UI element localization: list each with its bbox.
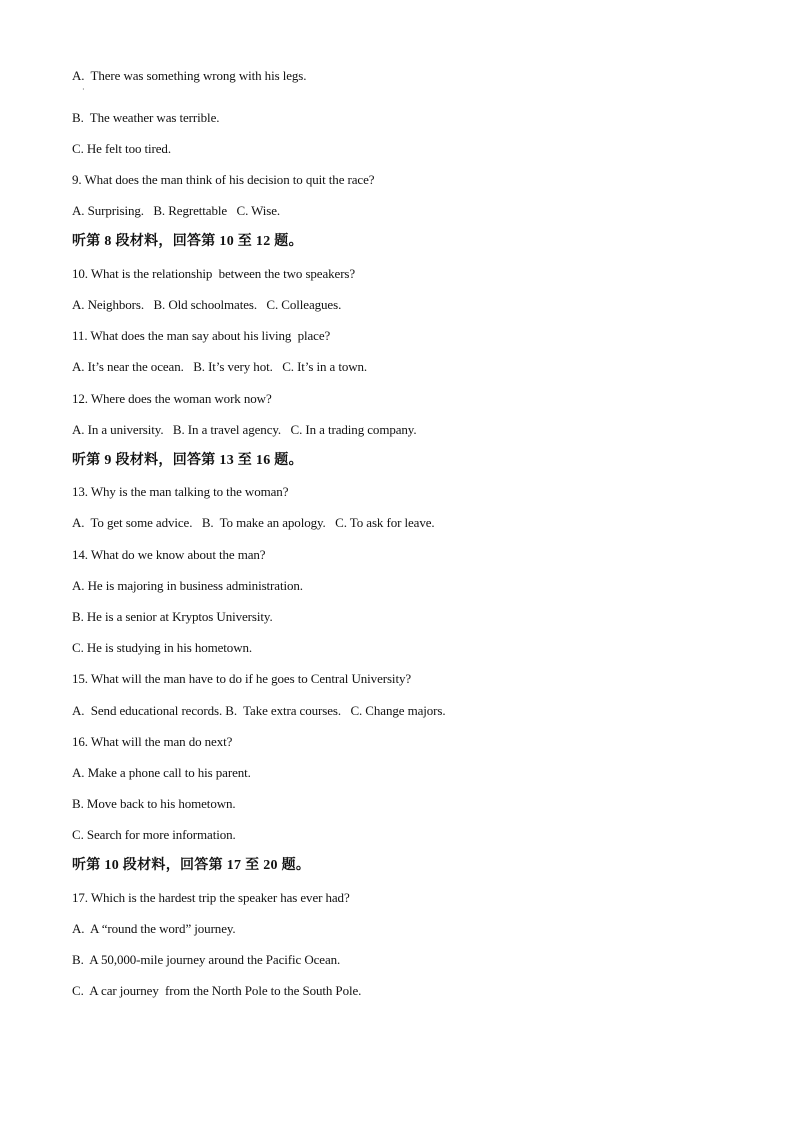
question-line: 9. What does the man think of his decision to quit the race? <box>72 172 375 187</box>
section-heading: 听第 8 段材料，回答第 10 至 12 题。 <box>72 234 303 249</box>
option-line: B. He is a senior at Kryptos University. <box>72 609 273 624</box>
option-line: A. He is majoring in business administration. <box>72 578 303 593</box>
question-line: 17. Which is the hardest trip the speaker has ever had? <box>72 890 350 905</box>
option-line: A. Surprising. B. Regrettable C. Wise. <box>72 203 281 218</box>
option-line: A. It’s near the ocean. B. It’s very hot. C. It’s in a town. <box>72 359 368 374</box>
option-line: B. Move back to his hometown. <box>72 796 236 811</box>
question-line: 13. Why is the man talking to the woman? <box>72 484 289 499</box>
question-line: 10. What is the relationship between the two speakers? <box>72 266 356 281</box>
option-line: A. There was something wrong with his legs. <box>72 68 307 83</box>
option-line: A. In a university. B. In a travel agency. C. In a trading company. <box>72 422 417 437</box>
question-line: 16. What will the man do next? <box>72 734 233 749</box>
option-line: B. A 50,000-mile journey around the Pacific Ocean. <box>72 952 341 967</box>
option-line: C. A car journey from the North Pole to the South Pole. <box>72 983 362 998</box>
stray-dot: · <box>82 85 85 94</box>
option-line: C. He felt too tired. <box>72 141 171 156</box>
section-heading: 听第 9 段材料，回答第 13 至 16 题。 <box>72 453 303 468</box>
option-line: C. Search for more information. <box>72 827 236 842</box>
option-line: B. The weather was terrible. <box>72 110 220 125</box>
question-line: 11. What does the man say about his living place? <box>72 328 331 343</box>
question-line: 15. What will the man have to do if he goes to Central University? <box>72 671 412 686</box>
option-line: A. To get some advice. B. To make an apology. C. To ask for leave. <box>72 515 435 530</box>
option-line: A. Send educational records. B. Take extra courses. C. Change majors. <box>72 703 446 718</box>
option-line: C. He is studying in his hometown. <box>72 640 253 655</box>
question-line: 14. What do we know about the man? <box>72 547 266 562</box>
question-line: 12. Where does the woman work now? <box>72 391 272 406</box>
section-heading: 听第 10 段材料，回答第 17 至 20 题。 <box>72 858 311 873</box>
option-line: A. A “round the word” journey. <box>72 921 236 936</box>
option-line: A. Neighbors. B. Old schoolmates. C. Colleagues. <box>72 297 342 312</box>
option-line: A. Make a phone call to his parent. <box>72 765 251 780</box>
